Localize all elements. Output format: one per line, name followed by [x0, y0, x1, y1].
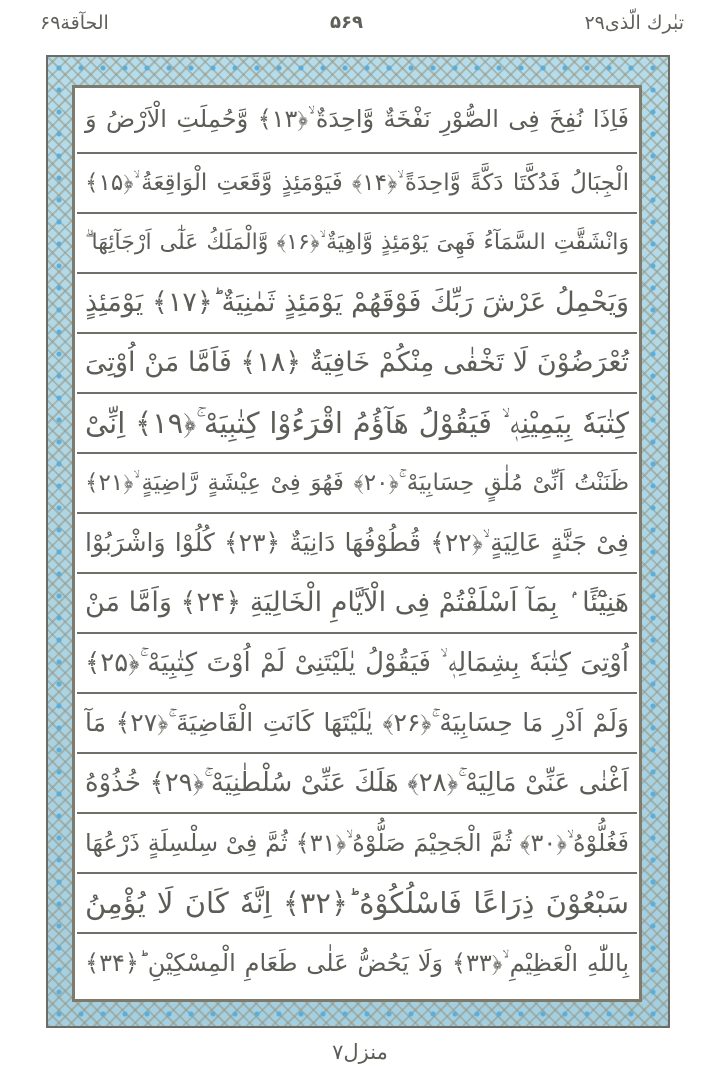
manzil-footer: منزل۷: [332, 1040, 388, 1064]
text-line: كِتٰبَهٗ بِيَمِيْنِهٖ ۙ فَيَقُوْلُ هَآؤُمُ اقْرَءُوْا كِتٰبِيَهْ ۚ﴿۱۹﴾ اِنِّىْ: [85, 406, 629, 440]
text-line: بِاللّٰهِ الْعَظِيْمِ ۙ﴿۳۳﴾ وَلَا يَحُضُّ عَلٰى طَعَامِ الْمِسْكِيْنِ ؕ﴿۳۴﴾: [85, 949, 629, 977]
text-panel: [72, 85, 642, 1002]
text-line: فَغُلُّوْهُ ۙ﴿۳۰﴾ ثُمَّ الْجَحِيْمَ صَلُّوْهُ ۙ﴿۳۱﴾ ثُمَّ فِىْ سِلْسِلَةٍ ذَرْعُهَا: [85, 829, 629, 857]
text-line: سَبْعُوْنَ ذِرَاعًا فَاسْلُكُوْهُ ؕ﴿۳۲﴾ اِنَّهٗ كَانَ لَا يُؤْمِنُ: [85, 886, 629, 920]
juz-name-label: تبٰرك الّذى۲۹: [584, 12, 684, 34]
text-line: فَاِذَا نُفِخَ فِى الصُّوْرِ نَفْخَةٌ وَّاحِدَةٌ ۙ﴿۱۳﴾ وَّحُمِلَتِ الْاَرْضُ وَ: [85, 105, 630, 133]
verses-container: [75, 88, 639, 999]
text-line: وَلَمْ اَدْرِ مَا حِسَابِيَهْ ۚ﴿۲۶﴾ يٰلَيْتَهَا كَانَتِ الْقَاضِيَةَ ۚ﴿۲۷﴾ مَآ: [85, 708, 630, 737]
text-line: اَغْنٰى عَنِّىْ مَالِيَهْ ۚ﴿۲۸﴾ هَلَكَ عَنِّىْ سُلْطٰنِيَهْ ۚ﴿۲۹﴾ خُذُوْهُ: [85, 768, 629, 798]
surah-name-label: الحآقة۶۹: [40, 12, 109, 34]
text-line: فِىْ جَنَّةٍ عَالِيَةٍ ۙ﴿۲۲﴾ قُطُوْفُهَا دَانِيَةٌ ﴿۲۳﴾ كُلُوْا وَاشْرَبُوْا: [85, 528, 629, 557]
text-line: الْجِبَالُ فَدُكَّتَا دَكَّةً وَّاحِدَةً ۙ﴿۱۴﴾ فَيَوْمَئِذٍ وَّقَعَتِ الْوَاقِعَةُ ۙ﴿۱۵﴾: [85, 170, 629, 196]
text-line: تُعْرَضُوْنَ لَا تَخْفٰى مِنْكُمْ خَافِيَةٌ ﴿۱۸﴾ فَاَمَّا مَنْ اُوْتِىَ: [85, 347, 629, 378]
text-line: اُوْتِىَ كِتٰبَهٗ بِشِمَالِهٖ ۙ فَيَقُوْلُ يٰلَيْتَنِىْ لَمْ اُوْتَ كِتٰبِيَهْ ۚ﴿۲۵﴾: [85, 648, 629, 678]
text-line: هَنِيْٓئًا ۢ بِمَآ اَسْلَفْتُمْ فِى الْاَيَّامِ الْخَالِيَةِ ﴿۲۴﴾ وَاَمَّا مَنْ: [85, 587, 630, 618]
text-line: وَيَحْمِلُ عَرْشَ رَبِّكَ فَوْقَهُمْ يَوْمَئِذٍ ثَمٰنِيَةٌ ؕ﴿۱۷﴾ يَوْمَئِذٍ: [85, 287, 629, 318]
page-number: ۵۶۹: [330, 12, 363, 33]
text-line: ظَنَنْتُ اَنِّىْ مُلٰقٍ حِسَابِيَهْ ۚ﴿۲۰﴾ فَهُوَ فِىْ عِيْشَةٍ رَّاضِيَةٍ ۙ﴿۲۱﴾: [85, 470, 630, 496]
text-line: وَانْشَقَّتِ السَّمَآءُ فَهِىَ يَوْمَئِذٍ وَّاهِيَةٌ ۙ﴿۱۶﴾ وَّالْمَلَكُ عَلٰٓى اَرْجَآئِهَا ۗ: [85, 230, 629, 255]
ornamental-border: [46, 55, 670, 1028]
page-header: [0, 6, 720, 46]
